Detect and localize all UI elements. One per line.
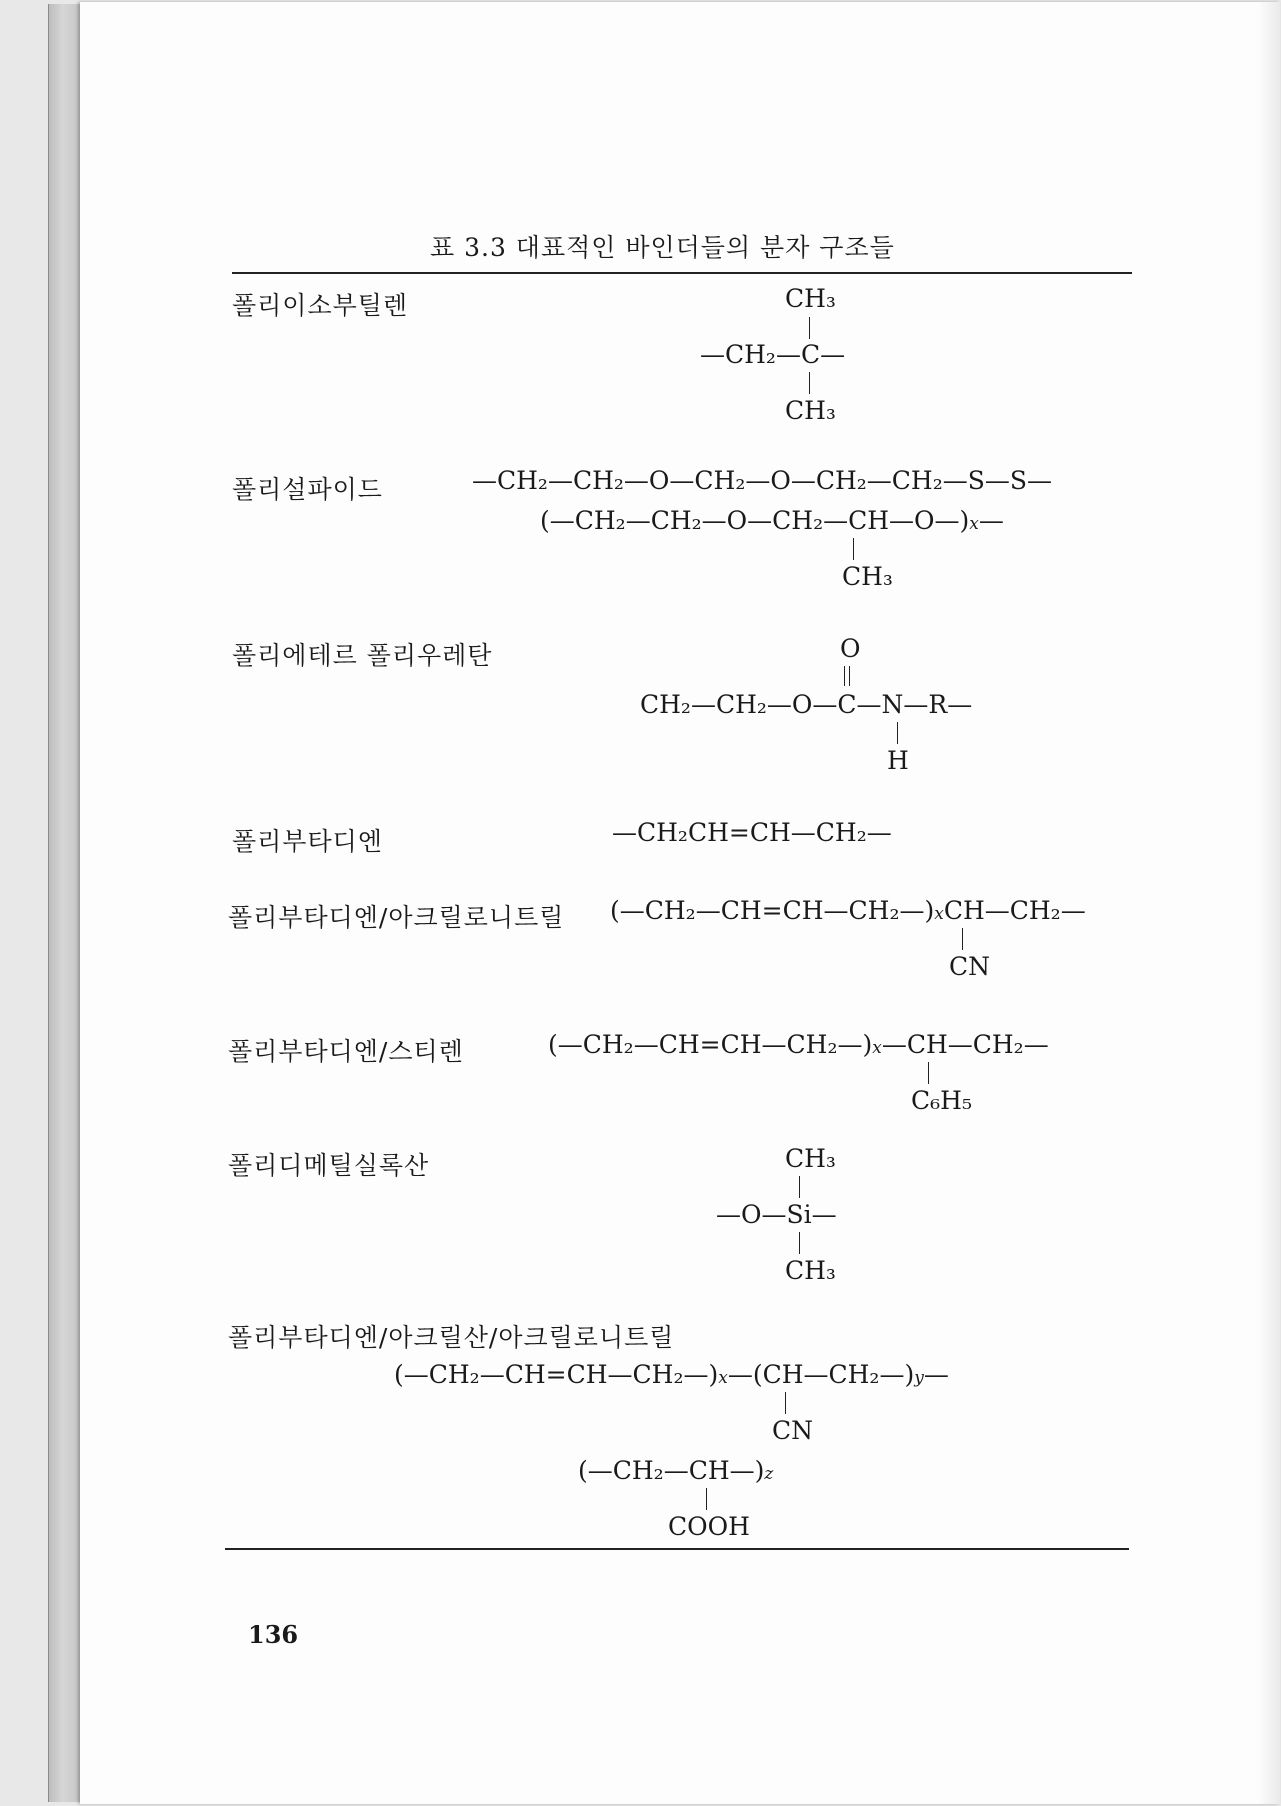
bond-line bbox=[799, 1232, 800, 1254]
book-spine bbox=[48, 4, 83, 1802]
row-label-polybutadiene-styrene: 폴리부타디엔/스티렌 bbox=[228, 1037, 464, 1066]
bond-line bbox=[928, 1062, 929, 1084]
bond-line bbox=[809, 317, 810, 339]
pdms-ch3-top: CH₃ bbox=[785, 1144, 836, 1173]
bond-line bbox=[706, 1488, 707, 1510]
pb-acrylonitrile-formula bbox=[610, 896, 1086, 925]
pbaa-line-1-main: (—CH₂—CH=CH—CH₂—) bbox=[394, 1360, 719, 1389]
pb-styrene-subscript-x: x bbox=[872, 1038, 882, 1058]
bond-line bbox=[853, 538, 854, 560]
bond-line bbox=[799, 1176, 800, 1198]
pbaa-subscript-z: z bbox=[764, 1464, 774, 1484]
pbaa-cooh: COOH bbox=[668, 1512, 750, 1541]
polysulfide-line-2-main: (—CH₂—CH₂—O—CH₂—CH—O—) bbox=[540, 506, 970, 535]
row-label-polybutadiene: 폴리부타디엔 bbox=[232, 827, 383, 856]
table-caption: 표 3.3 대표적인 바인더들의 분자 구조들 bbox=[430, 233, 895, 262]
polyurethane-backbone: CH₂—CH₂—O—C—N—R— bbox=[640, 690, 973, 719]
polyisobutylene-backbone: —CH₂—C— bbox=[700, 340, 846, 369]
pbaa-subscript-x: x bbox=[718, 1368, 728, 1388]
bond-line bbox=[962, 928, 963, 950]
row-label-polysulfide: 폴리설파이드 bbox=[232, 475, 383, 504]
pb-acrylonitrile-cn: CN bbox=[949, 952, 991, 981]
polysulfide-line-2-tail: — bbox=[978, 506, 1004, 535]
row-label-polybutadiene-acrylic-acid-acrylonitrile: 폴리부타디엔/아크릴산/아크릴로니트릴 bbox=[228, 1323, 675, 1352]
pbaa-line-1-mid: —(CH—CH₂—) bbox=[727, 1360, 915, 1389]
page-edge bbox=[1258, 2, 1280, 1804]
polysulfide-line-1: —CH₂—CH₂—O—CH₂—O—CH₂—CH₂—S—S— bbox=[472, 466, 1053, 495]
row-label-polydimethylsiloxane: 폴리디메틸실록산 bbox=[228, 1151, 430, 1180]
bond-line bbox=[809, 372, 810, 394]
pb-styrene-c6h5: C₆H₅ bbox=[911, 1086, 972, 1115]
polyurethane-carbonyl-o: O bbox=[840, 634, 861, 663]
double-bond bbox=[844, 666, 850, 686]
polyurethane-h: H bbox=[887, 746, 909, 775]
pbaa-line-1-tail: — bbox=[923, 1360, 949, 1389]
row-label-polybutadiene-acrylonitrile: 폴리부타디엔/아크릴로니트릴 bbox=[228, 903, 565, 932]
table-top-rule bbox=[232, 272, 1132, 274]
pb-styrene-formula bbox=[548, 1030, 1049, 1059]
bond-line bbox=[785, 1392, 786, 1414]
pbaa-subscript-y: y bbox=[914, 1368, 924, 1388]
pb-styrene-tail: —CH—CH₂— bbox=[881, 1030, 1049, 1059]
polybutadiene-formula: —CH₂CH=CH—CH₂— bbox=[612, 818, 892, 847]
polysulfide-ch3: CH₃ bbox=[842, 562, 893, 591]
page-number: 136 bbox=[248, 1620, 299, 1649]
pbaa-line-1 bbox=[394, 1360, 949, 1389]
pbaa-cn: CN bbox=[772, 1416, 814, 1445]
pb-styrene-main: (—CH₂—CH=CH—CH₂—) bbox=[548, 1030, 873, 1059]
polyisobutylene-ch3-top: CH₃ bbox=[785, 284, 836, 313]
bond-line bbox=[897, 722, 898, 744]
row-label-polyisobutylene: 폴리이소부틸렌 bbox=[232, 291, 409, 320]
polyisobutylene-ch3-bottom: CH₃ bbox=[785, 396, 836, 425]
pbaa-line-2-main: (—CH₂—CH—) bbox=[578, 1456, 765, 1485]
pdms-ch3-bottom: CH₃ bbox=[785, 1256, 836, 1285]
pb-acrylonitrile-main: (—CH₂—CH=CH—CH₂—) bbox=[610, 896, 935, 925]
pb-acrylonitrile-subscript-x: x bbox=[934, 904, 944, 924]
table-bottom-rule bbox=[225, 1548, 1129, 1550]
pb-acrylonitrile-tail: CH—CH₂— bbox=[943, 896, 1086, 925]
polysulfide-line-2 bbox=[540, 506, 1004, 535]
row-label-polyether-polyurethane: 폴리에테르 폴리우레탄 bbox=[232, 641, 493, 670]
polysulfide-subscript-x: x bbox=[969, 514, 979, 534]
pbaa-line-2 bbox=[578, 1456, 773, 1485]
pdms-backbone: —O—Si— bbox=[716, 1200, 837, 1229]
